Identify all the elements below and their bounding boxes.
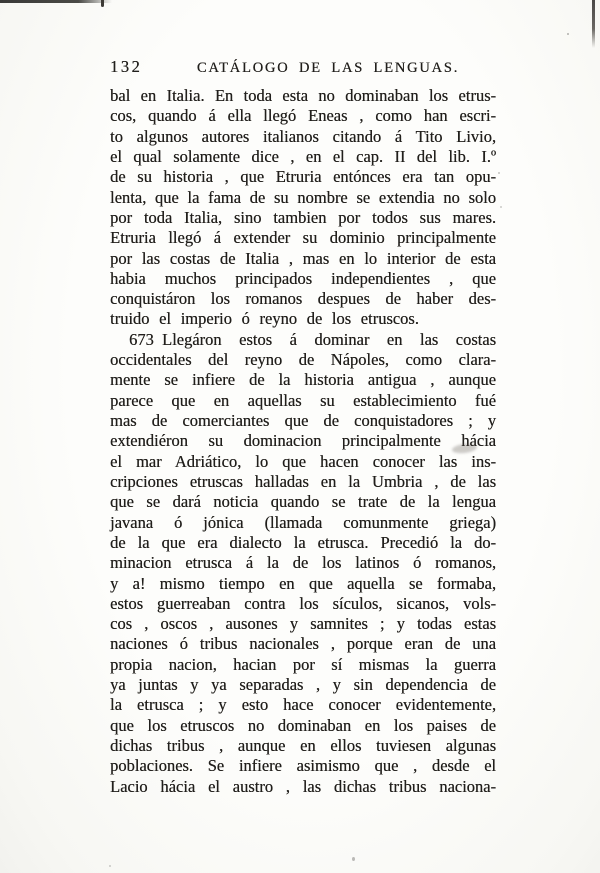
text-line: naciones ó tribus nacionales , porque eran de una — [110, 634, 496, 654]
scan-speck — [567, 33, 569, 35]
scan-edge-artifact-top — [0, 0, 112, 3]
text-line: 673 Llegáron estos á dominar en las costas — [129, 329, 496, 349]
text-line: cripciones etruscas halladas en la Umbria , de las — [110, 471, 496, 491]
text-line: conquistáron los romanos despues de haber des- — [110, 289, 496, 309]
text-line: cos , oscos , ausones y samnites ; y todas estas — [110, 614, 496, 634]
text-line: la etrusca ; y esto hace conocer evidentemente, — [110, 695, 496, 715]
scan-speck — [500, 206, 502, 208]
text-line: poblaciones. Se infiere asimismo que , desde el — [110, 756, 496, 776]
scan-speck — [498, 172, 500, 174]
scan-speck — [352, 857, 355, 861]
text-line: por las costas de Italia , mas en lo interior de esta — [110, 248, 496, 268]
text-line: el qual solamente dice , en el cap. II del lib. I.º — [110, 146, 496, 166]
text-line: to algunos autores italianos citando á Tito Livio, — [110, 126, 496, 146]
text-line: habia muchos principados independientes , que — [110, 268, 496, 288]
text-line: minacion etrusca á la de los latinos ó romanos, — [110, 553, 496, 573]
text-line: y a! mismo tiempo en que aquella se formaba, — [110, 573, 496, 593]
text-line: propia nacion, hacian por sí mismas la guerra — [110, 654, 496, 674]
text-line: Etruria llegó á extender su dominio principalmente — [110, 228, 496, 248]
text-line: javana ó jónica (llamada comunmente griega) — [110, 512, 496, 532]
page-body — [110, 86, 496, 797]
text-line: el mar Adriático, lo que hacen conocer las ins- — [110, 451, 496, 471]
text-line: estos guerreaban contra los sículos, sicanos, vols- — [110, 593, 496, 613]
running-title: CATÁLOGO DE LAS LENGUAS. — [196, 60, 460, 76]
scan-tick-artifact — [101, 0, 104, 7]
scan-speck — [109, 865, 111, 867]
page-number: 132 — [110, 57, 143, 76]
text-line: por toda Italia, sino tambien por todos sus mares. — [110, 207, 496, 227]
text-line: ya juntas y ya separadas , y sin dependencia de — [110, 675, 496, 695]
text-line: truido el imperio ó reyno de los etruscos. — [110, 309, 419, 329]
text-line: Lacio hácia el austro , las dichas tribus naciona- — [110, 776, 496, 796]
text-line: que se dará noticia quando se trate de la lengua — [110, 492, 496, 512]
text-line: mas de comerciantes que de conquistadores ; y — [110, 411, 496, 430]
text-line: extendiéron su dominacion principalmente hácia — [110, 431, 496, 451]
page-header — [110, 57, 496, 77]
text-line: de la que era dialecto la etrusca. Precedió la do- — [110, 532, 496, 552]
text-line: parece que en aquellas su establecimiento fué — [110, 390, 496, 410]
text-line: mente se infiere de la historia antigua , aunque — [110, 370, 496, 390]
text-line: cos, quando á ella llegó Eneas , como han escri- — [110, 106, 496, 126]
text-line: de su historia , que Etruria entónces era tan opu- — [110, 167, 496, 187]
text-line: occidentales del reyno de Nápoles, como clara- — [110, 350, 496, 370]
text-line: lenta, que la fama de su nombre se extendia no solo — [110, 187, 496, 207]
text-line: que los etruscos no dominaban en los paises de — [110, 715, 496, 735]
scan-edge-artifact-right — [592, 0, 595, 48]
text-line: bal en Italia. En toda esta no dominaban los etrus- — [110, 86, 496, 105]
text-line: dichas tribus , aunque en ellos tuviesen algunas — [110, 736, 496, 755]
